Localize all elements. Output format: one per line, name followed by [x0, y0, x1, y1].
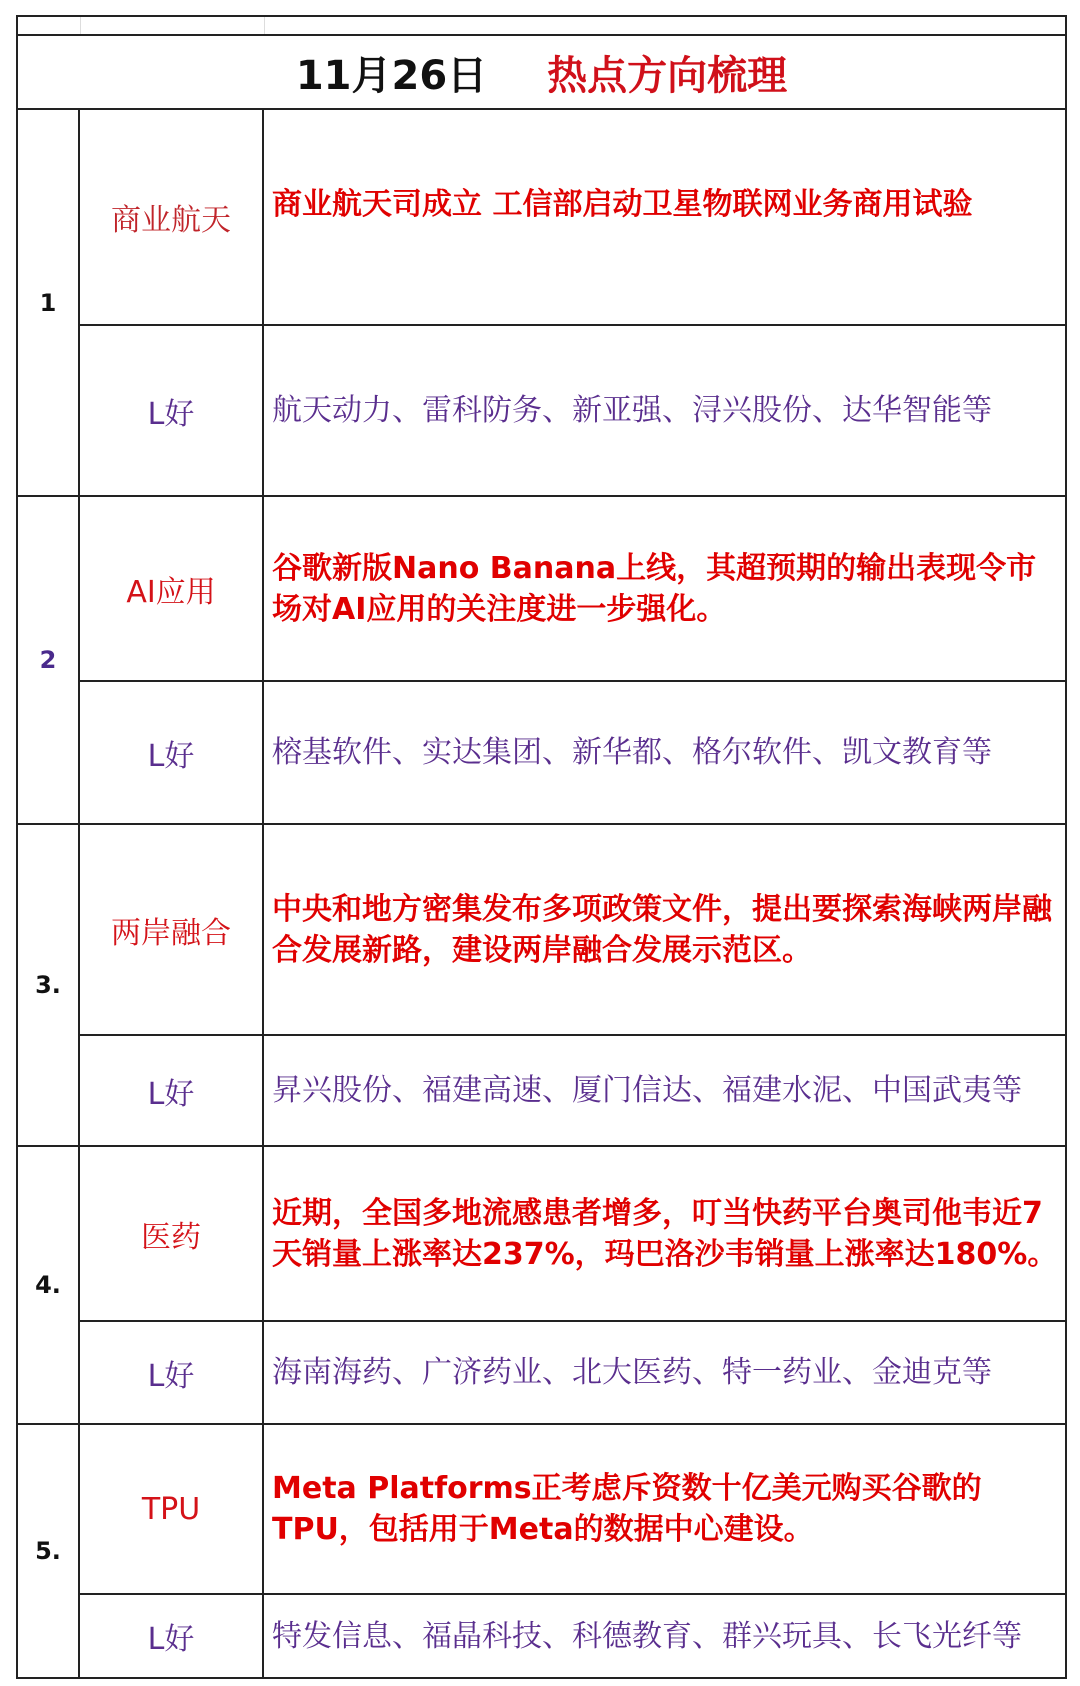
page-title: 热点方向梳理 — [547, 52, 788, 99]
table-row — [17, 1035, 1066, 1146]
benefit-label: L好 — [79, 325, 263, 496]
stocks-text: 昇兴股份、福建高速、厦门信达、福建水泥、中国武夷等 — [263, 1035, 1066, 1146]
topic-label: 两岸融合 — [79, 824, 263, 1035]
news-text: 近期，全国多地流感患者增多，叮当快药平台奥司他韦近7天销量上涨率达237%，玛巴洛沙韦销量上涨率达180%。 — [263, 1146, 1066, 1321]
title-cell — [17, 35, 1066, 109]
news-text: 商业航天司成立 工信部启动卫星物联网业务商用试验 — [263, 109, 1066, 325]
table-row — [17, 1146, 1066, 1321]
group-number: 1 — [17, 109, 79, 496]
table-row — [17, 824, 1066, 1035]
table-row — [17, 496, 1066, 681]
table-row — [17, 325, 1066, 496]
table-row — [17, 681, 1066, 824]
table-row — [17, 1594, 1066, 1678]
table-row — [17, 109, 1066, 325]
stocks-text: 航天动力、雷科防务、新亚强、浔兴股份、达华智能等 — [263, 325, 1066, 496]
stocks-text: 海南海药、广济药业、北大医药、特一药业、金迪克等 — [263, 1321, 1066, 1424]
top-border-row — [16, 15, 1067, 35]
table-row — [17, 1321, 1066, 1424]
benefit-label: L好 — [79, 1321, 263, 1424]
hot-topics-table — [16, 34, 1067, 1679]
topic-label: 医药 — [79, 1146, 263, 1321]
stocks-text: 榕基软件、实达集团、新华都、格尔软件、凯文教育等 — [263, 681, 1066, 824]
title-row — [17, 35, 1066, 109]
group-number: 4. — [17, 1146, 79, 1424]
stocks-text: 特发信息、福晶科技、科德教育、群兴玩具、长飞光纤等 — [263, 1594, 1066, 1678]
group-number: 3. — [17, 824, 79, 1146]
benefit-label: L好 — [79, 681, 263, 824]
news-text: 中央和地方密集发布多项政策文件，提出要探索海峡两岸融合发展新路，建设两岸融合发展示范区。 — [263, 824, 1066, 1035]
news-text: 谷歌新版Nano Banana上线，其超预期的输出表现令市场对AI应用的关注度进一步强化。 — [263, 496, 1066, 681]
group-number: 2 — [17, 496, 79, 824]
news-text: Meta Platforms正考虑斥资数十亿美元购买谷歌的TPU，包括用于Meta的数据中心建设。 — [263, 1424, 1066, 1594]
benefit-label: L好 — [79, 1594, 263, 1678]
group-number: 5. — [17, 1424, 79, 1678]
topic-label: 商业航天 — [79, 109, 263, 325]
date-label: 11月26日 — [295, 52, 488, 99]
table-row — [17, 1424, 1066, 1594]
topic-label: TPU — [79, 1424, 263, 1594]
benefit-label: L好 — [79, 1035, 263, 1146]
topic-label: AI应用 — [79, 496, 263, 681]
